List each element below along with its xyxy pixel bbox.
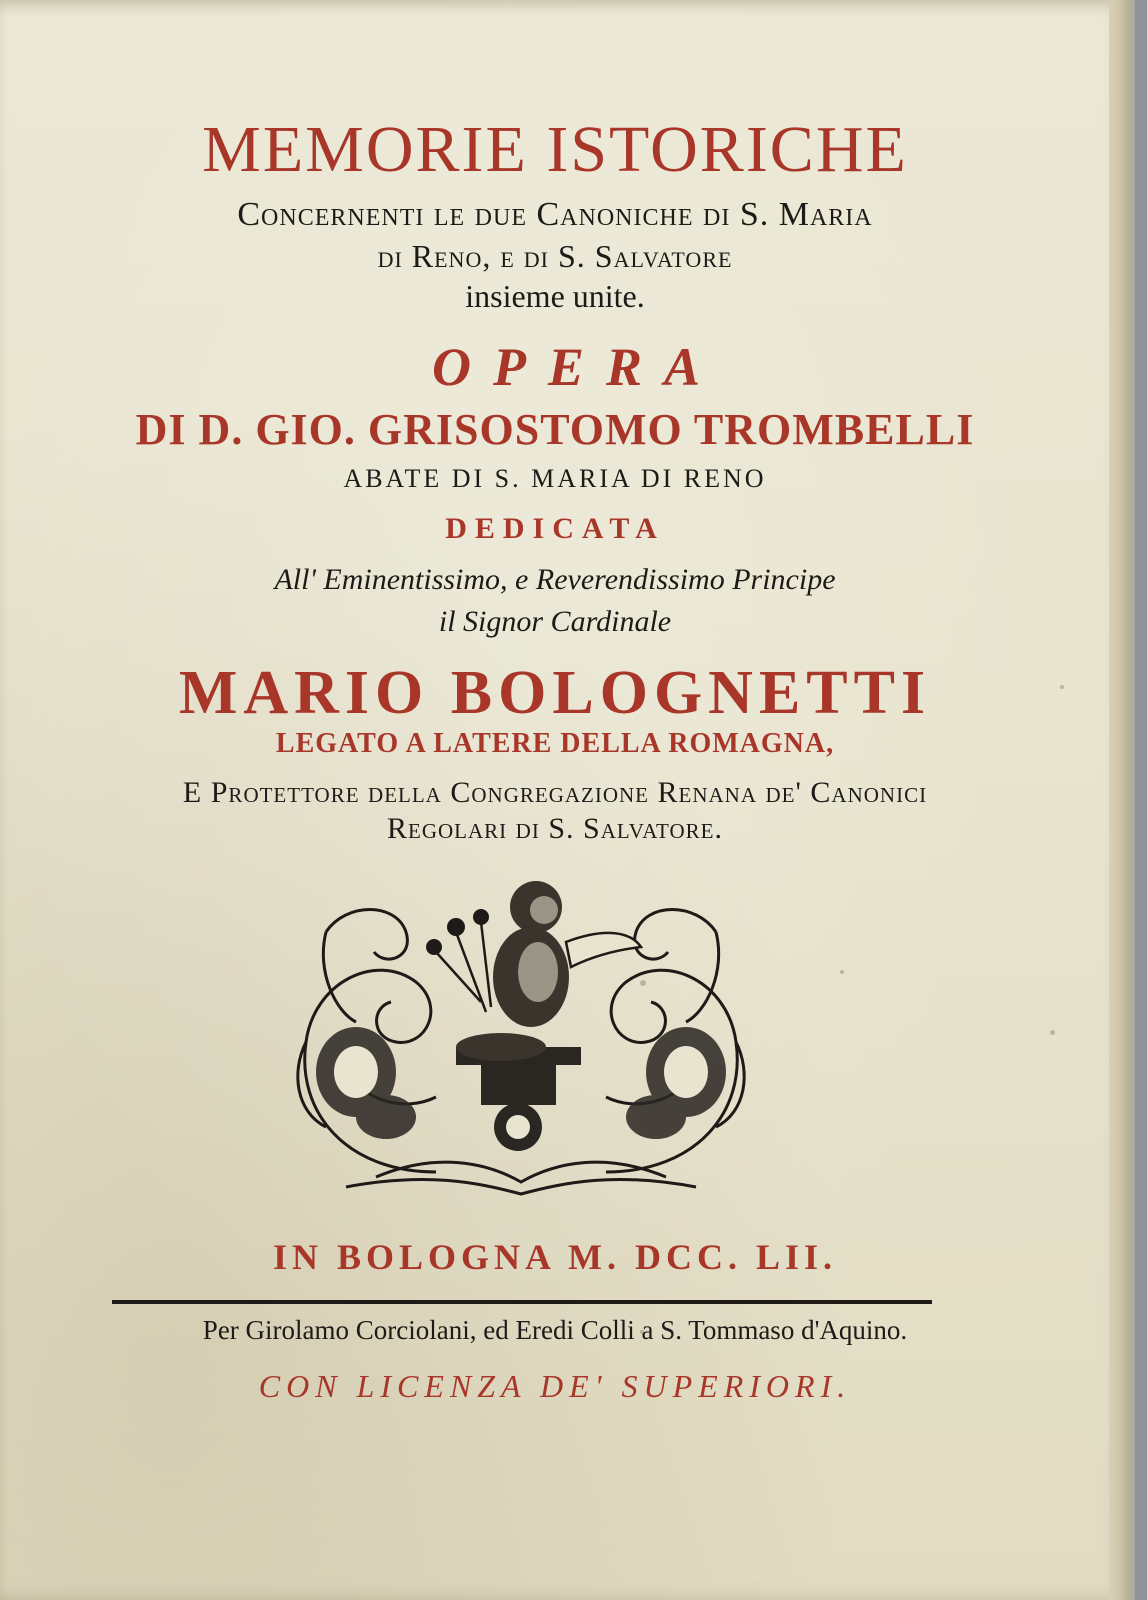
opera-label: OPERA <box>431 337 723 397</box>
subtitle-line-2: di Reno, e di S. Salvatore <box>377 238 733 274</box>
page-edge <box>1109 0 1135 1600</box>
horizontal-rule <box>112 1300 932 1304</box>
foxing-spot <box>1050 1030 1055 1035</box>
foxing-spot <box>1060 685 1064 689</box>
protector-line-1: E Protettore della Congregazione Renana de' Canonici <box>182 776 928 809</box>
protector-line-2: Regolari di S. Salvatore. <box>387 812 723 845</box>
imprint-city-year: IN BOLOGNA M. DCC. LII. <box>272 1237 838 1277</box>
dedicatee-title: LEGATO A LATERE DELLA ROMAGNA, <box>275 728 835 759</box>
foxing-spot <box>640 1330 644 1334</box>
foxing-spot <box>840 970 844 974</box>
dedication-line-1: All' Eminentissimo, e Reverendissimo Principe <box>274 563 836 596</box>
dedicata-label: DEDICATA <box>445 512 665 545</box>
book-title: MEMORIE ISTORICHE <box>202 113 908 186</box>
dedication-line-2: il Signor Cardinale <box>438 605 672 638</box>
subtitle-line-1: Concernenti le due Canoniche di S. Maria <box>237 196 873 233</box>
dedicatee-name: MARIO BOLOGNETTI <box>178 659 932 727</box>
author-title: ABATE DI S. MARIA DI RENO <box>343 464 767 493</box>
cherub-vignette-icon <box>286 872 756 1202</box>
foxing-spot <box>640 980 646 986</box>
printer-line: Per Girolamo Corciolani, ed Eredi Colli a S. Tommaso d'Aquino. <box>202 1315 908 1345</box>
license-line: CON LICENZA DE' SUPERIORI. <box>258 1368 852 1404</box>
author-name: DI D. GIO. GRISOSTOMO TROMBELLI <box>135 405 975 454</box>
subtitle-line-3: insieme unite. <box>465 278 645 314</box>
